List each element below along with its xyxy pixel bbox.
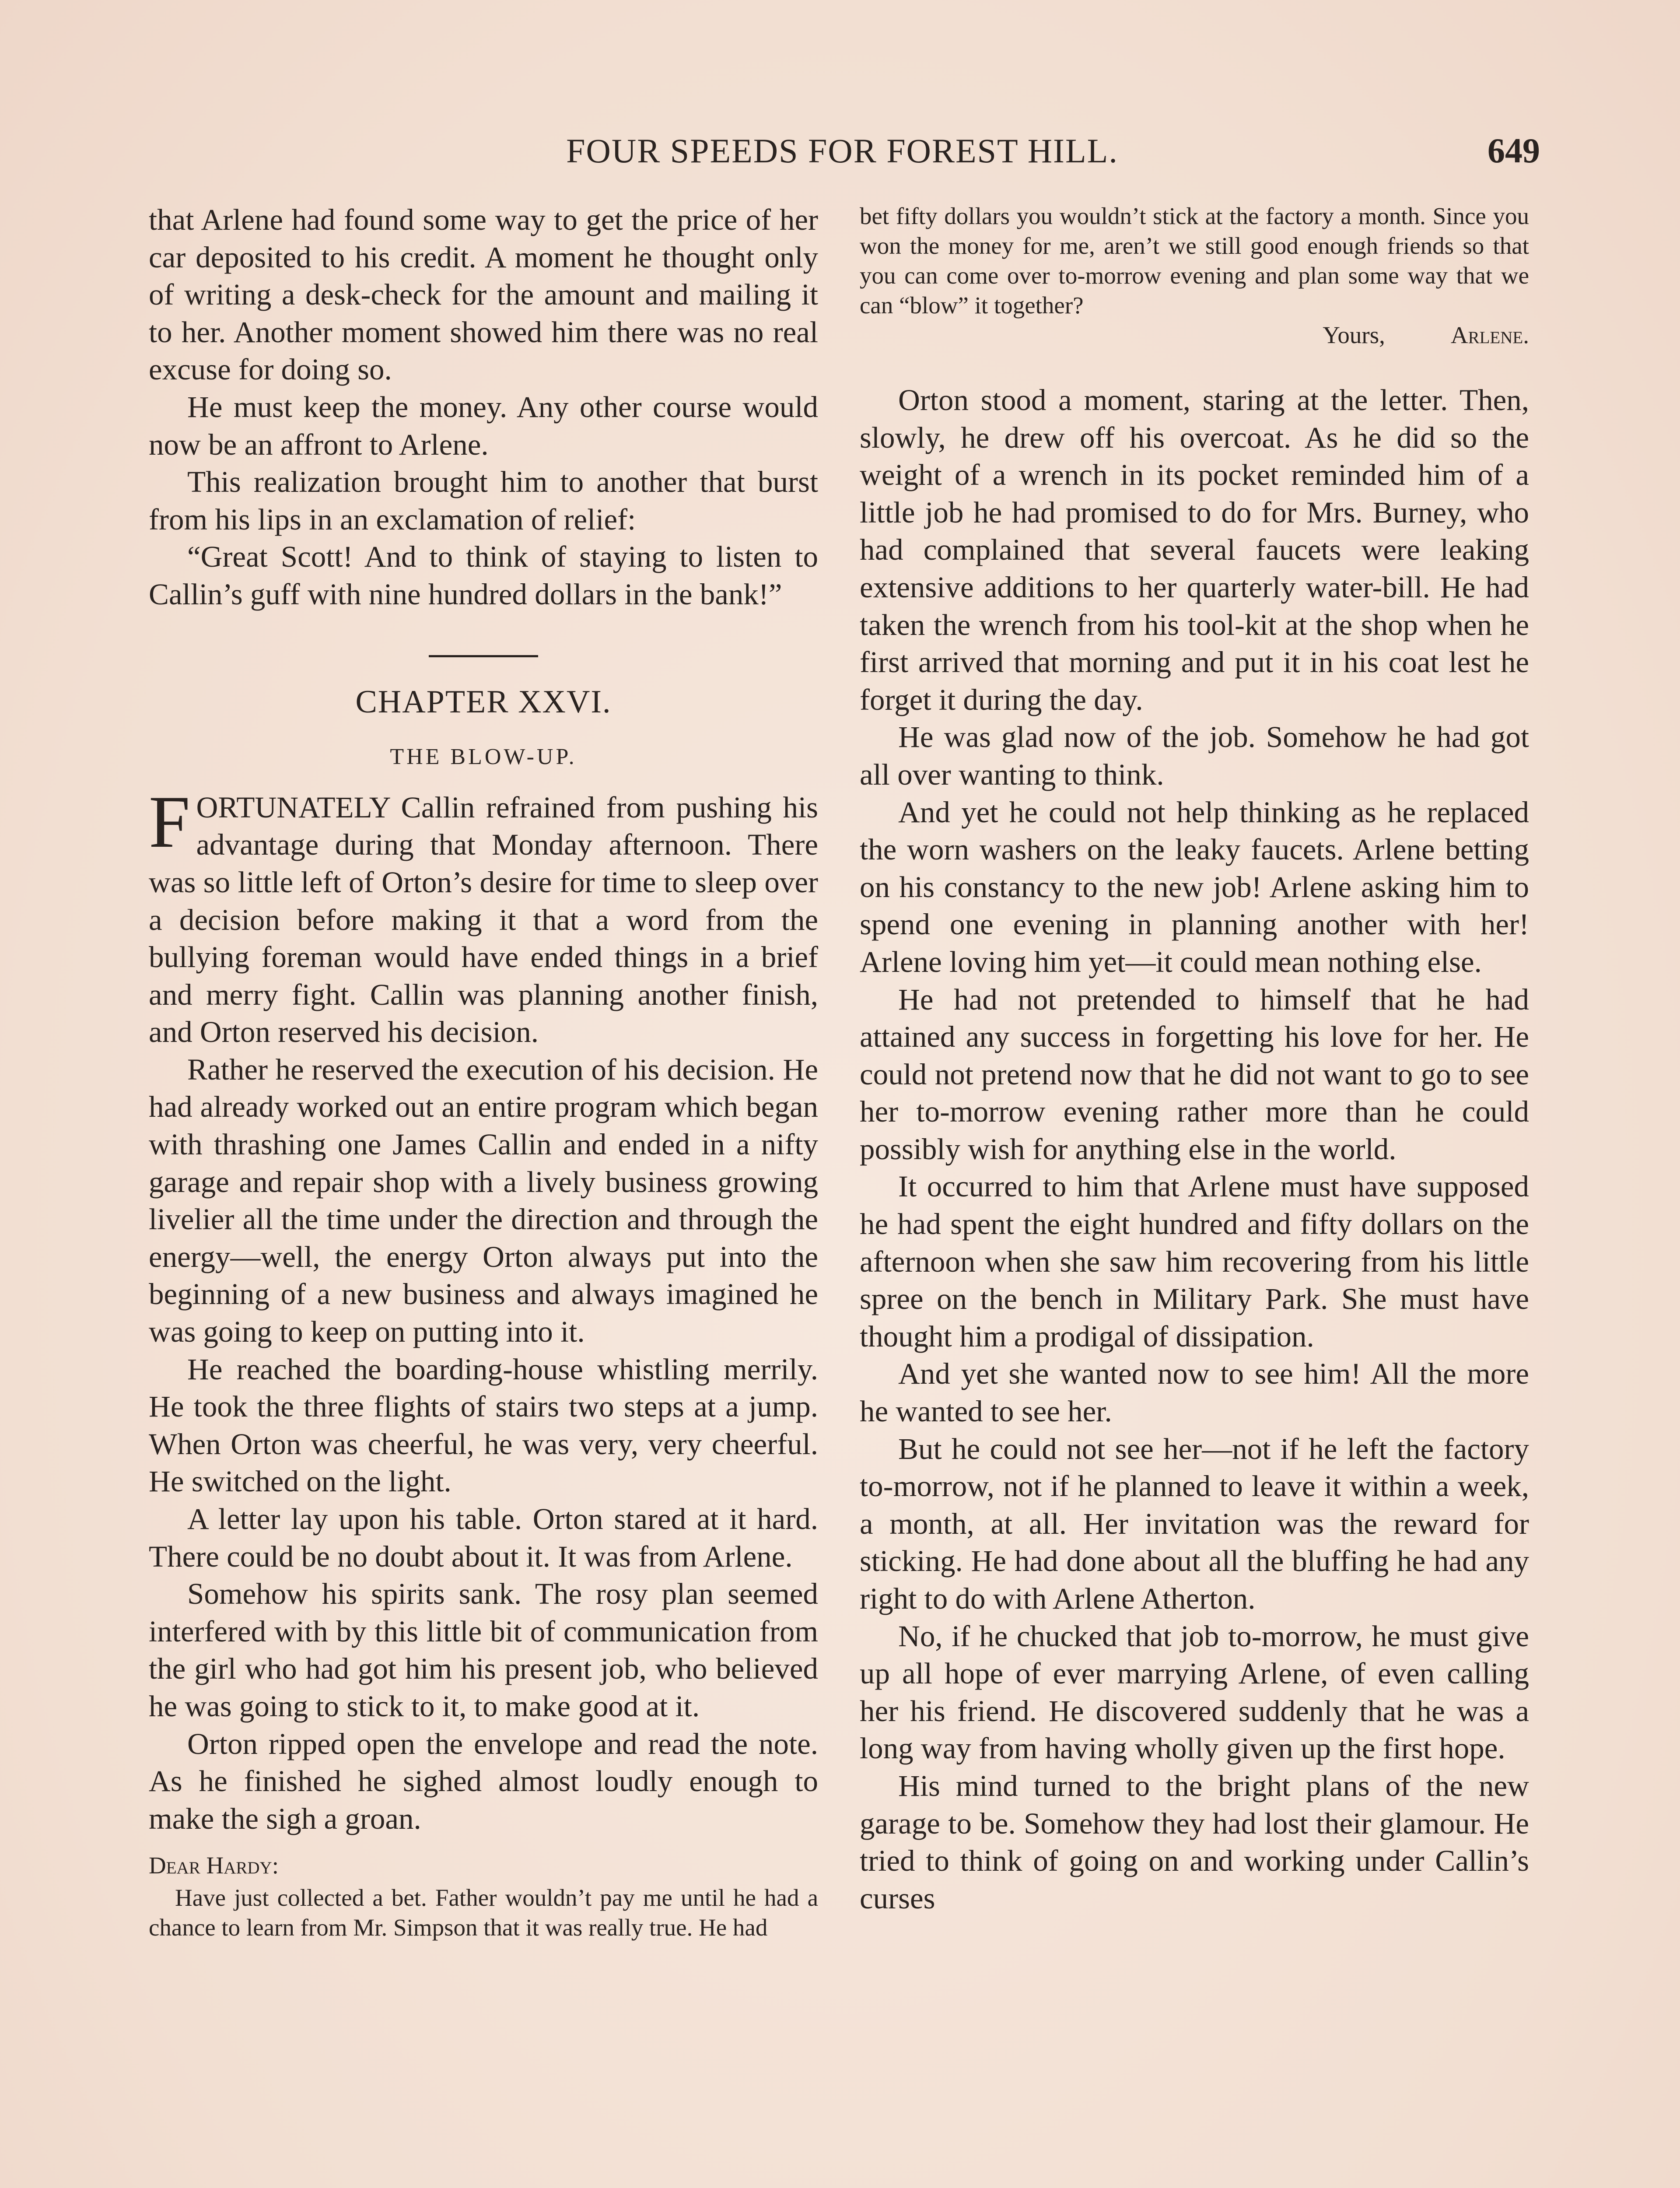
chapter-title: CHAPTER XXVI. xyxy=(355,684,612,720)
letter-text: Have just collected a bet. Father wouldn’t pay me until he had a chance to learn from Mr. Simpson that it was really true. He had xyxy=(149,1884,818,1941)
page-number: 649 xyxy=(1488,132,1540,170)
paragraph: He reached the boarding-house whistling merrily. He took the three flights of stairs two steps at a jump. When Orton was cheerful, he was very, very cheerful. He switched on the light. xyxy=(149,1352,818,1498)
paragraph: that Arlene had found some way to get the price of her car deposited to his credit. A moment he thought only of writing a desk-check for the amount and mailing it to her. Another moment showed him there was no real excuse for doing so. xyxy=(149,203,818,386)
right-column xyxy=(860,201,1529,1917)
letter-signer: Arlene. xyxy=(1450,322,1529,348)
paragraph: He was glad now of the job. Somehow he had got all over wanting to think. xyxy=(860,720,1529,791)
paragraph: He had not pretended to himself that he had attained any success in forgetting his love for her. He could not pretend now that he did not want to go to see her to-morrow evening rather more than he could possibly wish for anything else in the world. xyxy=(860,982,1529,1166)
paragraph: It occurred to him that Arlene must have supposed he had spent the eight hundred and fifty dollars on the afternoon when she saw him recovering from his little spree on the bench in Military Park. She must have thought him a prodigal of dissipation. xyxy=(860,1170,1529,1353)
paragraph: Somehow his spirits sank. The rosy plan seemed interfered with by this little bit of communication from the girl who had got him his present job, who believed he was going to stick to it, to make good at it. xyxy=(149,1577,818,1723)
chapter-opening-paragraph xyxy=(149,780,818,1051)
letter-text: bet fifty dollars you wouldn’t stick at the factory a month. Since you won the money for me, aren’t we still good enough friends so that you can come over to-morrow evening and plan some way that we can “blow” it together? xyxy=(860,203,1529,319)
page-header xyxy=(144,131,1540,179)
paragraph: But he could not see her—not if he left the factory to-morrow, not if he planned to leave it within a week, a month, at all. Her invitation was the reward for sticking. He had done about all the bluffing he had any right to do with Arlene Atherton. xyxy=(860,1432,1529,1615)
running-title: FOUR SPEEDS FOR FOREST HILL. xyxy=(566,132,1118,170)
paragraph: No, if he chucked that job to-morrow, he must give up all hope of ever marrying Arlene, of even calling her his friend. He discovered suddenly that he was a long way from having wholly given up the first hope. xyxy=(860,1619,1529,1765)
letter-closing: Yours, xyxy=(1323,322,1385,348)
left-column xyxy=(149,201,818,1943)
paragraph: “Great Scott! And to think of staying to listen to Callin’s guff with nine hundred dollars in the bank!” xyxy=(149,540,818,611)
chapter-subtitle: THE BLOW-UP. xyxy=(390,744,577,770)
paragraph: Orton stood a moment, staring at the letter. Then, slowly, he drew off his overcoat. As he did so the weight of a wrench in its pocket reminded him of a little job he had promised to do for Mrs. Burney, who had complained that several faucets were leaking extensive additions to her quarterly water-bill. He had taken the wrench from his tool-kit at the shop when he first arrived that morning and put it in his coat lest he forget it during the day. xyxy=(860,383,1529,716)
paragraph: And yet she wanted now to see him! All the more he wanted to see her. xyxy=(860,1357,1529,1428)
paragraph: Orton ripped open the envelope and read the note. As he finished he sighed almost loudly enough to make the sigh a groan. xyxy=(149,1727,818,1835)
letter-excerpt-start xyxy=(149,1851,818,1943)
paragraph: He must keep the money. Any other course would now be an affront to Arlene. xyxy=(149,390,818,461)
paragraph: And yet he could not help thinking as he replaced the worn washers on the leaky faucets. Arlene betting on his constancy to the new job! Arlene asking him to spend one evening in planning another with her! Arlene loving him yet—it could mean nothing else. xyxy=(860,795,1529,978)
letter-excerpt-end xyxy=(860,201,1529,350)
paragraph: Rather he reserved the execution of his decision. He had already worked out an entire program which began with thrashing one James Callin and ended in a nifty garage and repair shop with a lively business growing livelier all the time under the direction and through the energy—well, the energy Orton always put into the beginning of a new business and always imagined he was going to keep on putting into it. xyxy=(149,1052,818,1349)
paragraph: A letter lay upon his table. Orton stared at it hard. There could be no doubt about it. It was from Arlene. xyxy=(149,1502,818,1573)
opening-text: ORTUNATELY Callin refrained from pushing his advantage during that Monday afternoon. There was so little left of Orton’s desire for time to sleep over a decision before making it that a word from the bullying foreman would have ended things in a brief and merry fight. Callin was planning another finish, and Orton reserved his decision. xyxy=(149,790,818,1049)
letter-salutation: Dear Hardy: xyxy=(149,1852,279,1879)
paragraph: His mind turned to the bright plans of the new garage to be. Somehow they had lost their glamour. He tried to think of going on and working under Callin’s curses xyxy=(860,1769,1529,1915)
section-divider xyxy=(429,655,538,657)
drop-cap: F xyxy=(149,780,190,863)
paragraph: This realization brought him to another that burst from his lips in an exclamation of relief: xyxy=(149,465,818,536)
letter-signature-row xyxy=(860,320,1529,350)
